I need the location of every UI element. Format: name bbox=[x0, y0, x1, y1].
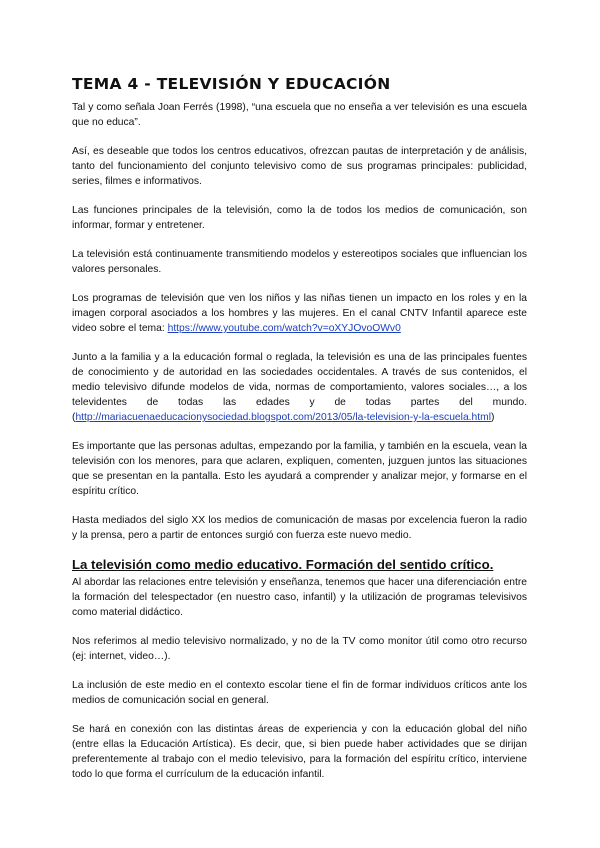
document-title: TEMA 4 - TELEVISIÓN Y EDUCACIÓN bbox=[72, 75, 391, 93]
paragraph-centros-educativos: Así, es deseable que todos los centros educativos, ofrezcan pautas de interpretación y de análisis, tanto del funcionamiento del conjunto televisivo como de sus programas principales: publicidad, series, filmes e informativos. bbox=[72, 146, 527, 187]
blogspot-link[interactable]: http://mariacuenaeducacionysociedad.blogspot.com/2013/05/la-television-y-la-escuela.html bbox=[75, 412, 491, 423]
paragraph-personas-adultas: Es importante que las personas adultas, empezando por la familia, y también en la escuela, vean la televisión con los menores, para que aclaren, expliquen, comenten, juzguen juntos las situaciones que se presentan en la pantalla. Esto les ayudará a comprender y analizar mejor, y formarse en el espíritu crítico. bbox=[72, 441, 527, 497]
paragraph-areas-experiencia: Se hará en conexión con las distintas áreas de experiencia y con la educación global del niño (entre ellas la Educación Artística). Es decir, que, si bien puede haber actividades que se dirijan preferentemente al trabajo con el medio televisivo, para la formación del espíritu crítico, interviene todo lo que forma el currículum de la educación infantil. bbox=[72, 724, 527, 780]
paragraph-medio-normalizado: Nos referimos al medio televisivo normalizado, y no de la TV como monitor útil como otro recurso (ej: internet, video…). bbox=[72, 636, 527, 662]
paragraph-funciones: Las funciones principales de la televisión, como la de todos los medios de comunicación, son informar, formar y entretener. bbox=[72, 205, 527, 231]
paragraph-television-ensenanza: Al abordar las relaciones entre televisión y enseñanza, tenemos que hacer una diferenciación entre la formación del telespectador (en nuestro caso, infantil) y la utilización de programas televisivos como material didáctico. bbox=[72, 577, 527, 618]
paragraph-familia-educacion-text: Junto a la familia y a la educación formal o reglada, la televisión es una de las principales fuentes de conocimiento y de autoridad en las sociedades occidentales. A través de sus contenidos, el medio televisivo difunde modelos de vida, normas de comportamiento, valores sociales…, a los televidentes de todas las edades y de todas partes del mundo. ( bbox=[72, 352, 527, 423]
paragraph-programas-roles-text: Los programas de televisión que ven los niños y las niñas tienen un impacto en los roles y en la imagen corporal asociados a los hombres y las mujeres. En el canal CNTV Infantil aparece este video sobre el tema: bbox=[72, 293, 527, 334]
paragraph-familia-educacion bbox=[72, 350, 527, 425]
youtube-link[interactable]: https://www.youtube.com/watch?v=oXYJOvoOWv0 bbox=[167, 323, 401, 334]
paragraph-inclusion-contexto: La inclusión de este medio en el contexto escolar tiene el fin de formar individuos críticos ante los medios de comunicación social en general. bbox=[72, 680, 527, 706]
paragraph-siglo-xx: Hasta mediados del siglo XX los medios de comunicación de masas por excelencia fueron la radio y la prensa, pero a partir de entonces surgió con fuerza este nuevo medio. bbox=[72, 515, 527, 541]
paragraph-programas-roles bbox=[72, 291, 527, 336]
section-heading: La televisión como medio educativo. Formación del sentido crítico. bbox=[72, 557, 494, 572]
paragraph-quote-ferres: Tal y como señala Joan Ferrés (1998), “una escuela que no enseña a ver televisión es una escuela que no educa”. bbox=[72, 102, 527, 128]
document-page bbox=[72, 74, 527, 796]
paragraph-close-paren: ) bbox=[490, 412, 495, 423]
paragraph-modelos-estereotipos: La televisión está continuamente transmitiendo modelos y estereotipos sociales que influencian los valores personales. bbox=[72, 249, 527, 275]
